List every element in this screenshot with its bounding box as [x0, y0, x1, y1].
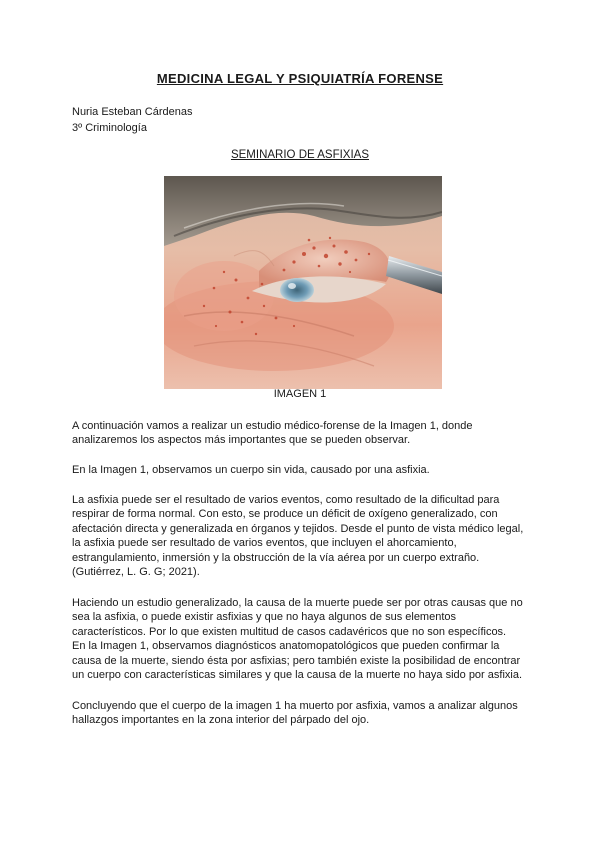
- paragraph-line: estrangulamiento, inmersión y la obstrucción de la vía aérea por un cuerpo extraño.: [72, 551, 480, 564]
- paragraph-line: sea la asfixia, o puede existir asfixias y que no haya algunos de sus elementos: [72, 611, 457, 624]
- paragraph-line: A continuación vamos a realizar un estudio médico-forense de la Imagen 1, donde: [72, 420, 473, 432]
- author-name: Nuria Esteban Cárdenas: [72, 106, 193, 118]
- paragraph-line: La asfixia puede ser el resultado de varios eventos, como resultado de la dificultad para: [72, 494, 500, 506]
- paragraph-line: Concluyendo que el cuerpo de la imagen 1 ha muerto por asfixia, vamos a analizar algunos: [72, 700, 518, 712]
- paragraph-line: afectación directa y generalizada en órganos y tejidos. Desde el punto de vista médico legal,: [72, 522, 524, 535]
- course-label: 3º Criminología: [72, 122, 147, 134]
- figure-caption: IMAGEN 1: [273, 388, 327, 400]
- paragraph-line: analizaremos los aspectos más importantes que se pueden observar.: [72, 434, 411, 447]
- paragraph-line: característicos. Por lo que existen multitud de casos cadavéricos que no son específicos.: [72, 625, 507, 638]
- paragraph-observation: [72, 463, 530, 477]
- paragraph-line: hallazgos importantes en la zona interior del párpado del ojo.: [72, 714, 370, 727]
- paragraph-intro: [72, 419, 530, 448]
- eye-petechiae-illustration: [164, 176, 442, 389]
- paragraph-line: la asfixia puede ser resultado de varios eventos, que incluyen el ahorcamiento,: [72, 537, 457, 550]
- paragraph-definition: [72, 493, 530, 579]
- paragraph-line: En la Imagen 1, observamos diagnósticos anatomopatológicos que pueden confirmar la: [72, 640, 500, 653]
- paragraph-line: En la Imagen 1, observamos un cuerpo sin vida, causado por una asfixia.: [72, 464, 430, 476]
- document-title: MEDICINA LEGAL Y PSIQUIATRÍA FORENSE: [156, 71, 444, 86]
- paragraph-conclusion: [72, 699, 530, 728]
- paragraph-line: causa de la muerte, siendo ésta por asfixias; pero también existe la posibilidad de encontrar: [72, 654, 521, 667]
- paragraph-line: (Gutiérrez, L. G. G; 2021).: [72, 566, 200, 579]
- paragraph-line: respirar de forma normal. Con esto, se produce un déficit de oxígeno generalizado, con: [72, 508, 498, 521]
- paragraph-line: un cuerpo con características similares y que la causa de la muerte no haya sido por asfixia.: [72, 669, 523, 682]
- paragraph-line: Haciendo un estudio generalizado, la causa de la muerte puede ser por otras causas que no: [72, 597, 523, 609]
- paragraph-analysis: [72, 596, 530, 682]
- forensic-eye-photo: [164, 176, 442, 389]
- section-title: SEMINARIO DE ASFIXIAS: [230, 149, 370, 161]
